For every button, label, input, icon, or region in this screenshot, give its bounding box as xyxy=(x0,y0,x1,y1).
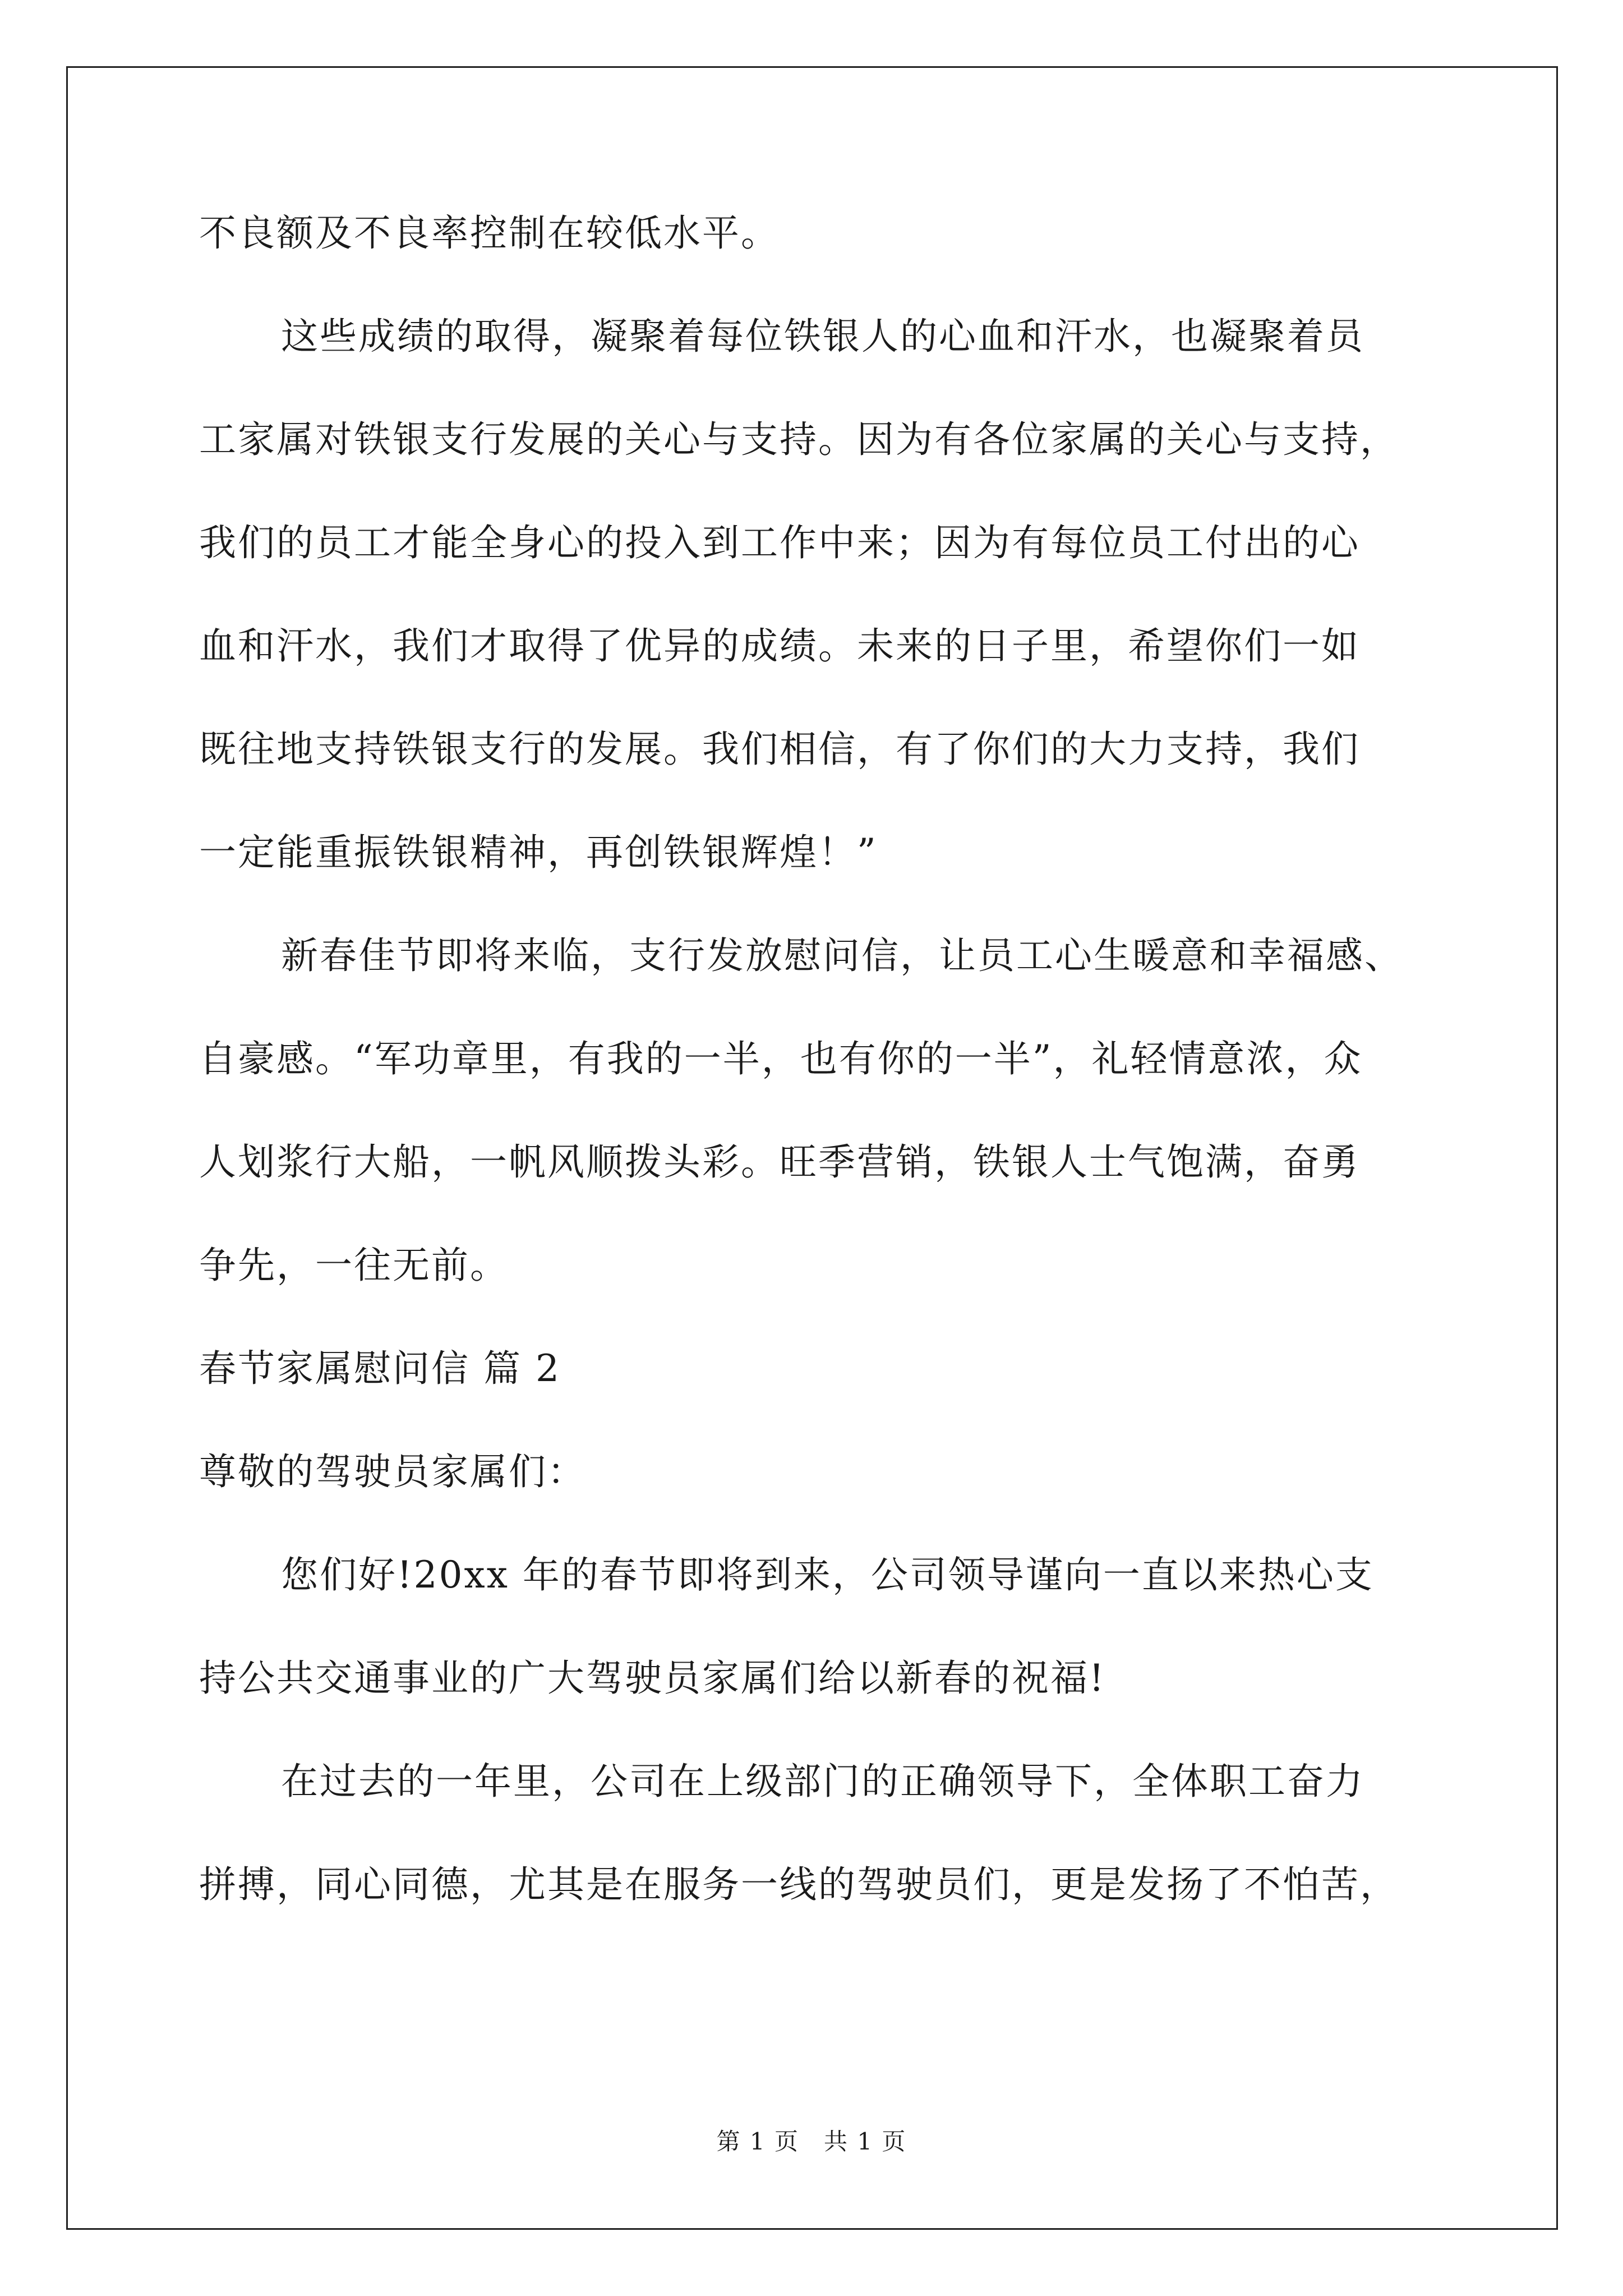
text-line-6: 既往地支持铁银支行的发展。我们相信，有了你们的大力支持，我们 xyxy=(199,728,1360,771)
text-line-3: 工家属对铁银支行发展的关心与支持。因为有各位家属的关心与支持， xyxy=(199,418,1399,461)
section-heading: 春节家属慰问信 篇 2 xyxy=(199,1347,561,1390)
text-line-14: 您们好!20xx 年的春节即将到来，公司领导谨向一直以来热心支 xyxy=(281,1553,1374,1596)
text-line-17: 拼搏，同心同德，尤其是在服务一线的驾驶员们，更是发扬了不怕苦， xyxy=(199,1863,1399,1906)
text-line-10: 人划浆行大船，一帆风顺拨头彩。旺季营销，铁银人士气饱满，奋勇 xyxy=(199,1140,1360,1184)
text-line-5: 血和汗水，我们才取得了优异的成绩。未来的日子里，希望你们一如 xyxy=(199,624,1360,668)
text-line-7: 一定能重振铁银精神，再创铁银辉煌！” xyxy=(199,831,878,874)
text-line-16: 在过去的一年里，公司在上级部门的正确领导下，全体职工奋力 xyxy=(281,1760,1364,1803)
document-body xyxy=(199,208,1433,1962)
text-line-9: 自豪感。“军功章里，有我的一半，也有你的一半”，礼轻情意浓，众 xyxy=(199,1037,1363,1080)
text-line-1: 不良额及不良率控制在较低水平。 xyxy=(199,211,780,255)
text-line-2: 这些成绩的取得，凝聚着每位铁银人的心血和汗水，也凝聚着员 xyxy=(281,315,1364,358)
text-line-4: 我们的员工才能全身心的投入到工作中来；因为有每位员工付出的心 xyxy=(199,521,1360,564)
text-line-15: 持公共交通事业的广大驾驶员家属们给以新春的祝福! xyxy=(199,1657,1106,1700)
page-footer: 第 1 页 共 1 页 xyxy=(716,2128,907,2155)
text-line-11: 争先，一往无前。 xyxy=(199,1244,509,1287)
text-line-8: 新春佳节即将来临，支行发放慰问信，让员工心生暖意和幸福感、 xyxy=(281,934,1403,977)
salutation: 尊敬的驾驶员家属们： xyxy=(199,1450,586,1493)
